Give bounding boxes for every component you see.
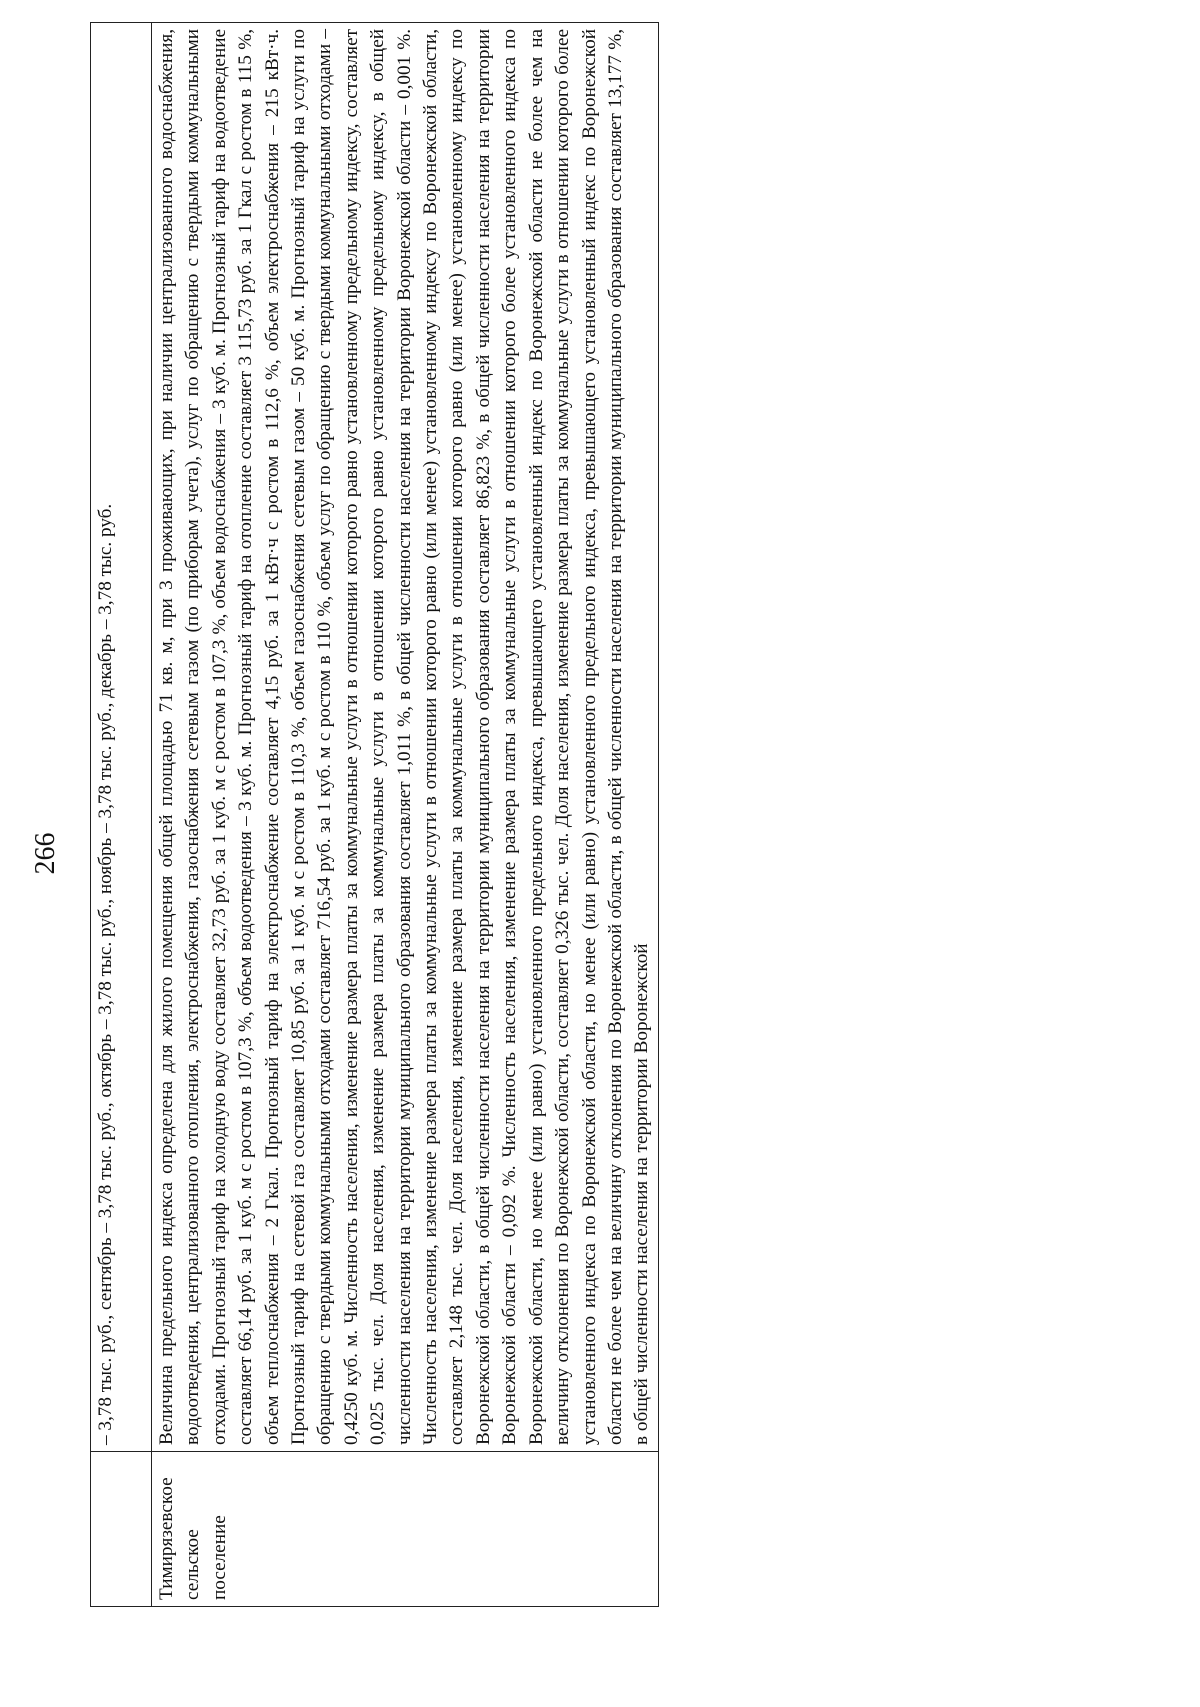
- page-number: 266: [30, 832, 61, 875]
- table-row: [152, 23, 659, 1607]
- municipality-cell: [91, 1452, 152, 1607]
- description-cell: – 3,78 тыс. руб., сентябрь – 3,78 тыс. руб., октябрь – 3,78 тыс. руб., ноябрь – 3,78 тыс. руб., декабрь – 3,78 тыс. руб.: [91, 23, 152, 1452]
- description-cell: Величина предельного индекса определена для жилого помещения общей площадью 71 кв. м, при 3 проживающих, при наличии централизованного водоснабжения, водоотведения, централизованного отопления, электроснабжения, газоснабжения сетевым газом (по приборам учета), услуг по обращению с твердыми коммунальными отходами. Прогнозный тариф на холодную воду составляет 32,73 руб. за 1 куб. м с ростом в 107,3 %, объем водоснабжения – 3 куб. м. Прогнозный тариф на водоотведение составляет 66,14 руб. за 1 куб. м с ростом в 107,3 %, объем водоотведения – 3 куб. м. Прогнозный тариф на отопление составляет 3 115,73 руб. за 1 Гкал с ростом в 115 %, объем теплоснабжения – 2 Гкал. Прогнозный тариф на электроснабжение составляет 4,15 руб. за 1 кВт·ч с ростом в 112,6 %, объем электроснабжения – 215 кВт·ч. Прогнозный тариф на сетевой газ составляет 10,85 руб. за 1 куб. м с ростом в 110,3 %, объем газоснабжения сетевым газом – 50 куб. м. Прогнозный тариф на услуги по обращению с твердыми коммунальными отходами составляет 716,54 руб. за 1 куб. м с ростом в 110 %, объем услуг по обращению с твердыми коммунальными отходами – 0,4250 куб. м. Численность населения, изменение размера платы за коммунальные услуги в отношении которого равно установленному предельному индексу, составляет 0,025 тыс. чел. Доля населения, изменение размера платы за коммунальные услуги в отношении которого равно установленному предельному индексу, в общей численности населения на территории муниципального образования составляет 1,011 %, в общей численности населения на территории Воронежской области – 0,001 %. Численность населения, изменение размера платы за коммунальные услуги в отношении которого равно (или менее) установленному индексу по Воронежской области, составляет 2,148 тыс. чел. Доля населения, изменение размера платы за коммунальные услуги в отношении которого равно (или менее) установленному индексу по Воронежской области, в общей численности населения на территории муниципального образования составляет 86,823 %, в общей численности населения на территории Воронежской области – 0,092 %. Численность населения, изменение размера платы за коммунальные услуги в отношении которого более установленного индекса по Воронежской области, но менее (или равно) установленного предельного индекса, превышающего установленный индекс по Воронежской области не более чем на величину отклонения по Воронежской области, составляет 0,326 тыс. чел. Доля населения, изменение размера платы за коммунальные услуги в отношении которого более установленного индекса по Воронежской области, но менее (или равно) установленного предельного индекса, превышающего установленный индекс по Воронежской области не более чем на величину отклонения по Воронежской области, в общей численности населения на территории муниципального образования составляет 13,177 %, в общей численности населения на территории Воронежской: [152, 23, 659, 1452]
- table-row: [91, 23, 152, 1607]
- tariff-table: [90, 22, 659, 1607]
- municipality-cell: Тимирязевское сельское поселение: [152, 1452, 659, 1607]
